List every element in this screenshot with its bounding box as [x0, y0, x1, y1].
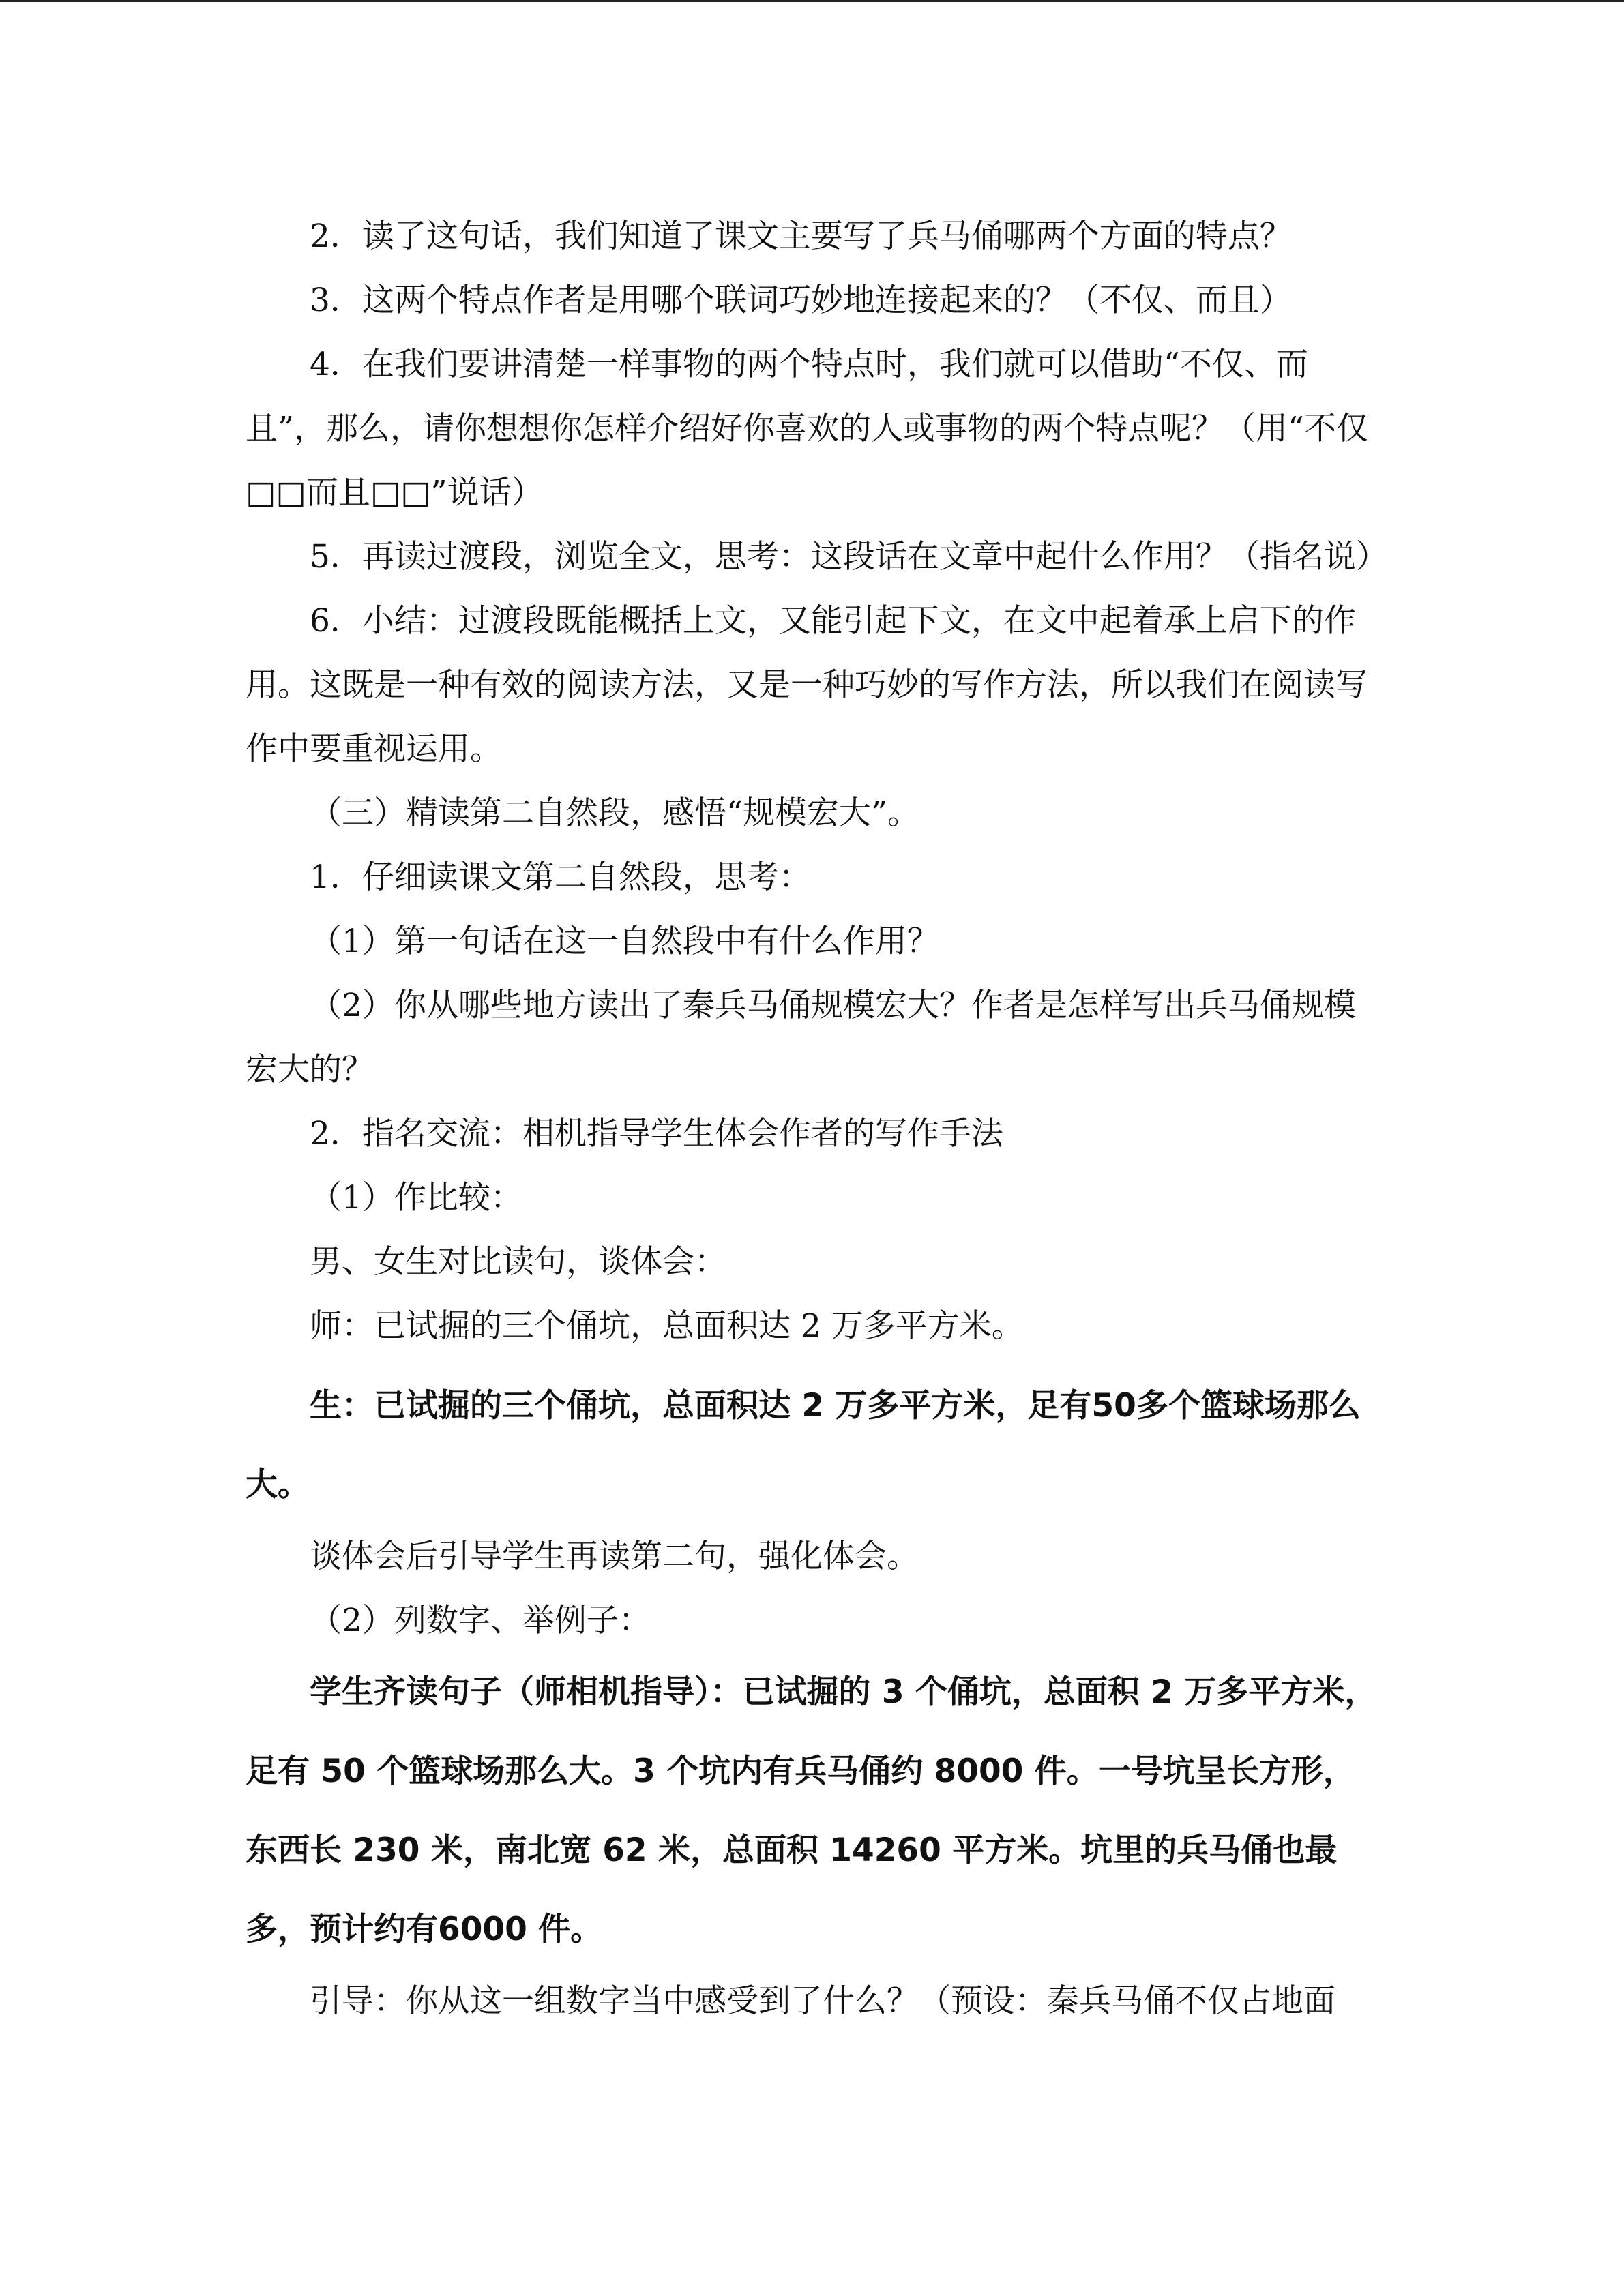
page-top-border — [0, 0, 1624, 2]
paragraph-step-1-b: （2）你从哪些地方读出了秦兵马俑规模宏大？作者是怎样写出兵马俑规模宏大的？ — [246, 987, 1356, 1088]
paragraph-compare-reading: 男、女生对比读句，谈体会： — [310, 1243, 726, 1281]
paragraph-reading-passage: 学生齐读句子（师相机指导）：已试掘的 3 个俑坑，总面积 2 万多平方米，足有 50 个篮球场那么大。3 个坑内有兵马俑约 8000 件。一号坑呈长方形，东西长 230 米，南北宽 62 米，总面积 14260 平方米。坑里的兵马俑也最多，预计约有6000 件。 — [246, 1673, 1377, 1948]
paragraph-step-1: 1．仔细读课文第二自然段，思考： — [310, 859, 811, 896]
paragraph-question-2: 2．读了这句话，我们知道了课文主要写了兵马俑哪两个方面的特点？ — [310, 218, 1292, 255]
section-heading-3: （三）精读第二自然段，感悟“规模宏大”。 — [310, 794, 920, 832]
paragraph-student-line: 生：已试掘的三个俑坑，总面积达 2 万多平方米，足有50多个篮球场那么大。 — [246, 1387, 1361, 1504]
paragraph-summary-6: 6．小结：过渡段既能概括上文，又能引起下文，在文中起着承上启下的作用。这既是一种有效的阅读方法，又是一种巧妙的写作方法，所以我们在阅读写作中要重视运用。 — [246, 602, 1368, 768]
paragraph-guide-line: 引导：你从这一组数字当中感受到了什么？（预设：秦兵马俑不仅占地面 — [310, 1982, 1335, 2020]
paragraph-step-2-b: （2）列数字、举例子： — [310, 1602, 651, 1639]
paragraph-teacher-line: 师：已试掘的三个俑坑，总面积达 2 万多平方米。 — [310, 1307, 1024, 1345]
paragraph-step-2-a: （1）作比较： — [310, 1179, 522, 1217]
paragraph-step-1-a: （1）第一句话在这一自然段中有什么作用？ — [310, 923, 939, 960]
paragraph-question-3: 3．这两个特点作者是用哪个联词巧妙地连接起来的？（不仅、而且） — [310, 282, 1292, 319]
paragraph-question-5: 5．再读过渡段，浏览全文，思考：这段话在文章中起什么作用？（指名说） — [310, 538, 1388, 576]
document-page — [246, 205, 1388, 2033]
paragraph-after-student: 谈体会后引导学生再读第二句，强化体会。 — [310, 1538, 919, 1575]
paragraph-step-2: 2．指名交流：相机指导学生体会作者的写作手法 — [310, 1115, 1003, 1152]
paragraph-question-4: 4．在我们要讲清楚一样事物的两个特点时，我们就可以借助“不仅、而且”，那么，请你想想你怎样介绍好你喜欢的人或事物的两个特点呢？（用“不仅□□而且□□”说话） — [246, 346, 1369, 511]
